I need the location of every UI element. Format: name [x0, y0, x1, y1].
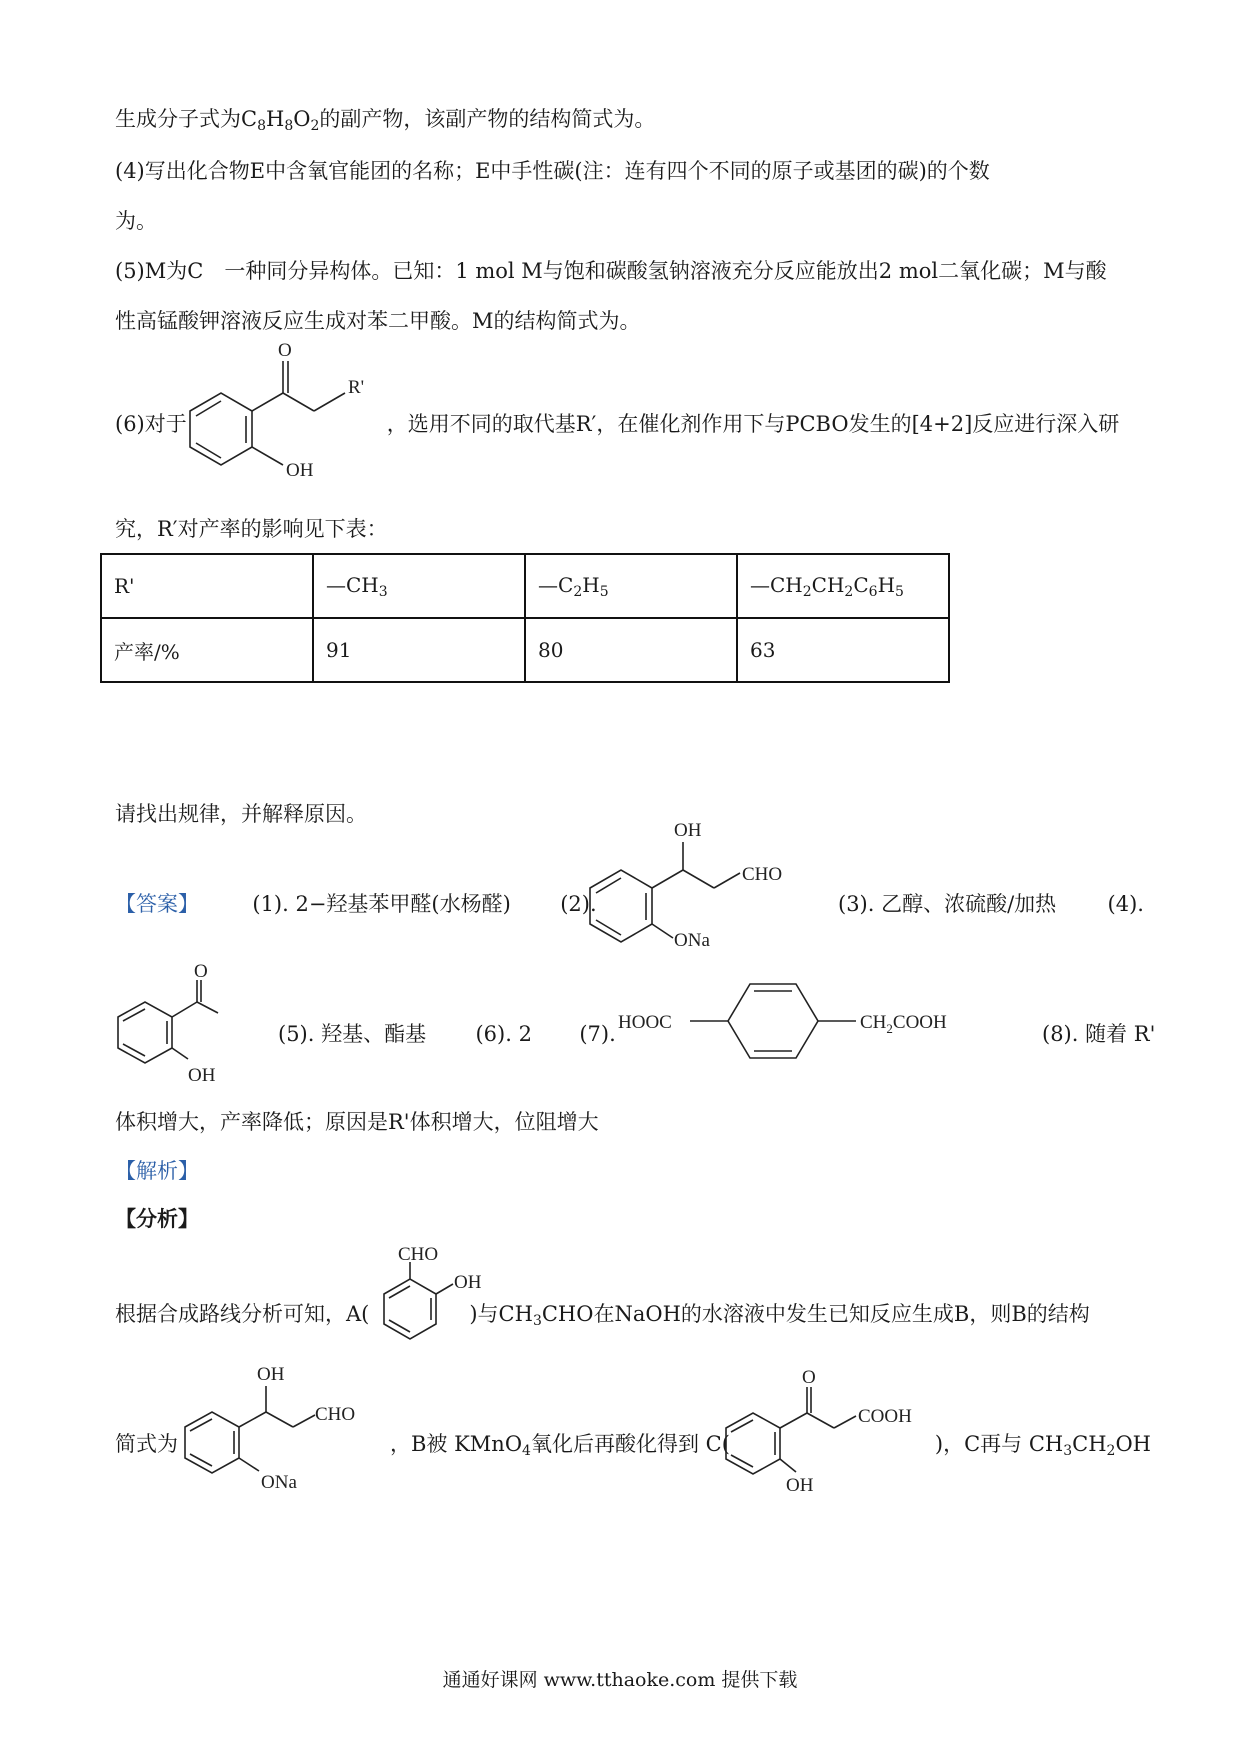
analysis-paragraph-line-1: 根据合成路线分析可知，A( )与$CH_3CHO$在NaOH的水溶液中发生已知反应生成B，则B的结构	[115, 1302, 1090, 1329]
svg-text:OH: OH	[786, 1475, 814, 1496]
table-cell: 63	[737, 618, 949, 682]
question-5-line-1: (5)M为C 一种同分异构体。已知：1 mol M与饱和碳酸氢钠溶液充分反应能放出2 mol二氧化碳；M与酸	[115, 259, 1107, 283]
svg-text:CHO: CHO	[398, 1244, 439, 1265]
svg-text:OH: OH	[188, 1065, 216, 1086]
page-footer: 通通好课网 www.tthaoke.com 提供下载	[442, 1669, 798, 1691]
answer-line-3: 体积增大，产率降低；原因是R'体积增大，位阻增大	[115, 1110, 599, 1134]
answer-line-1: 【答案】 (1). 2−羟基苯甲醛(水杨醛) (2).	[115, 892, 597, 916]
rule-question: 请找出规律，并解释原因。	[115, 802, 367, 826]
svg-text:OH: OH	[454, 1272, 482, 1293]
table-cell: R'	[101, 554, 313, 618]
svg-text:CH2COOH: $CH_2COOH$	[860, 1012, 947, 1036]
svg-text:OH: OH	[674, 820, 702, 841]
svg-text:OH: OH	[286, 460, 314, 481]
analysis-subtag: 【分析】	[115, 1206, 199, 1231]
answer-tag: 【答案】	[115, 892, 199, 916]
svg-text:O: O	[802, 1367, 816, 1388]
answer-line-2-right: (8). 随着 R'	[1042, 1022, 1156, 1046]
svg-text:CHO: CHO	[315, 1404, 356, 1425]
hydroxyacetophenone-molecule-diagram	[118, 961, 238, 1087]
answer-line-1-right: (3). 乙醇、浓硫酸/加热 (4).	[838, 892, 1144, 916]
answer-line-2: (5). 羟基、酯基 (6). 2 (7).	[278, 1022, 616, 1046]
svg-text:OH: OH	[257, 1364, 285, 1385]
svg-text:ONa: ONa	[674, 930, 710, 951]
svg-text:CHO: CHO	[742, 864, 783, 885]
table-cell: 91	[313, 618, 525, 682]
ketone-r-molecule-diagram	[190, 340, 390, 488]
sodium-phenoxide-aldol-molecule-diagram	[590, 820, 820, 963]
question-4-line-2: 为。	[115, 209, 157, 233]
svg-text:COOH: COOH	[858, 1406, 912, 1427]
svg-text:ONa: ONa	[261, 1472, 297, 1493]
m-structure-molecule-diagram	[618, 978, 998, 1068]
intermediate-b-molecule-diagram	[185, 1364, 385, 1497]
byproduct-question: 生成分子式为$C_8H_8O_2$的副产物，该副产物的结构简式为。	[115, 107, 656, 134]
svg-text:O: O	[278, 340, 292, 361]
table-cell: $—C_2H_5$	[525, 554, 737, 618]
analysis-paragraph-line-2: 简式为 ，B被 KMnO$_4$氧化后再酸化得到 C( )，C再与 $CH_3CH_2OH$	[115, 1432, 1151, 1459]
question-4-line-1: (4)写出化合物E中含氧官能团的名称；E中手性碳(注：连有四个不同的原子或基团的碳)的个数	[115, 159, 990, 183]
question-5-line-2: 性高锰酸钾溶液反应生成对苯二甲酸。M的结构简式为。	[115, 309, 641, 333]
question-6-line-2: 究，R′对产率的影响见下表：	[115, 517, 388, 541]
svg-text:O: O	[194, 961, 208, 982]
intermediate-c-molecule-diagram	[726, 1367, 936, 1498]
table-row	[101, 618, 949, 682]
table-cell: 80	[525, 618, 737, 682]
table-header-row	[101, 554, 949, 618]
yield-table	[100, 553, 950, 683]
svg-text:R': R'	[348, 377, 365, 398]
svg-text:HOOC: HOOC	[618, 1012, 672, 1033]
table-cell: $—CH_3$	[313, 554, 525, 618]
analysis-tag-line	[115, 1155, 1135, 1185]
table-cell: $—CH_2CH_2C_6H_5$	[737, 554, 949, 618]
analysis-tag: 【解析】	[115, 1159, 199, 1183]
salicylaldehyde-molecule-diagram	[378, 1244, 498, 1362]
question-6-line-1: (6)对于 ，选用不同的取代基R′，在催化剂作用下与PCBO发生的[4+2]反应进行深入研	[115, 412, 1120, 436]
table-cell: 产率/%	[101, 618, 313, 682]
analysis-subtag-line	[115, 1203, 1135, 1233]
